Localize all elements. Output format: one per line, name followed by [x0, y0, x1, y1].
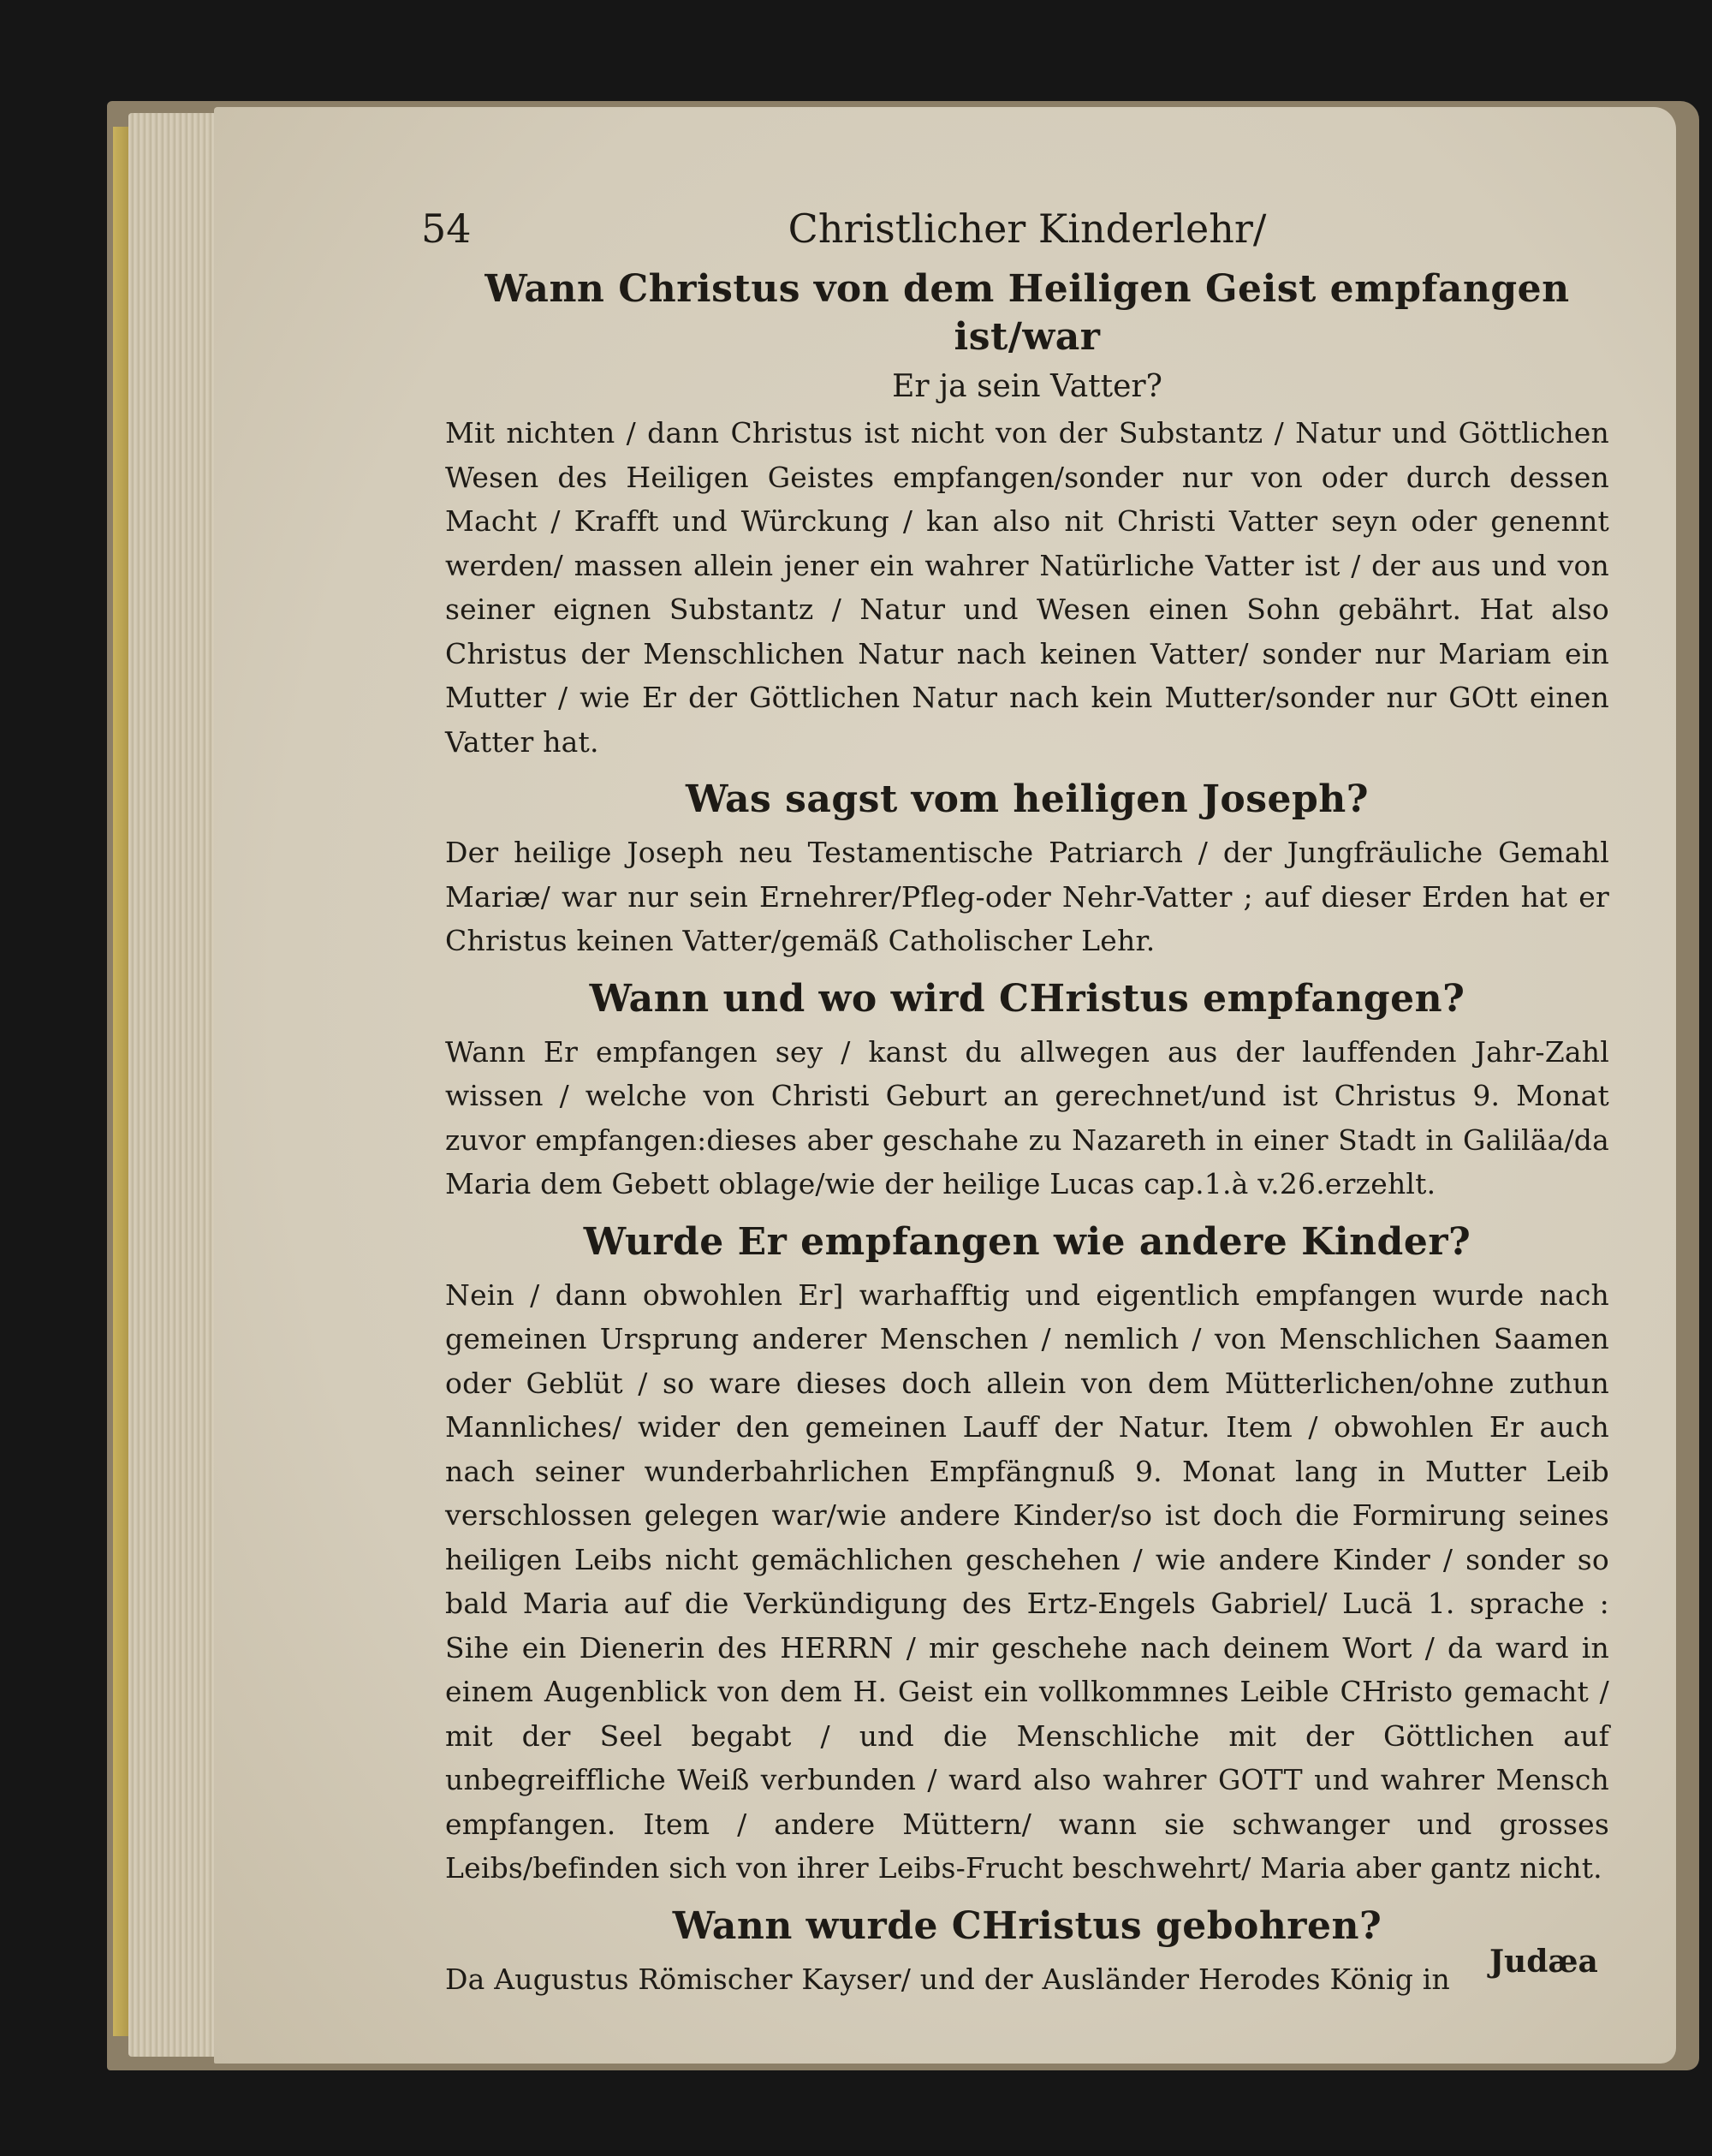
- page-stack-edges: [128, 113, 223, 2057]
- page-text: [421, 205, 1609, 2001]
- answer-paragraph: Der heilige Joseph neu Testamentische Patriarch / der Jungfräuliche Gemahl Mariæ/ war nur sein Ernehrer/Pfleg-oder Nehr-Vatter ; auf dieser Erden hat er Christus keinen Vatter/gemäß Catholischer Lehr.: [445, 836, 1609, 957]
- question-heading-continuation: Er ja sein Vatter?: [892, 369, 1162, 404]
- answer-paragraph: Da Augustus Römischer Kayser/ und der Ausländer Herodes König in: [445, 1962, 1450, 1996]
- running-head: [421, 205, 1609, 259]
- catchword: Judæa: [1489, 1944, 1598, 1980]
- question-heading: Wann wurde CHristus gebohren?: [672, 1903, 1382, 1948]
- question-heading: Wurde Er empfangen wie andere Kinder?: [583, 1219, 1471, 1264]
- question-heading: Was sagst vom heiligen Joseph?: [685, 777, 1370, 821]
- question-heading: Wann Christus von dem Heiligen Geist empfangen ist/war: [484, 267, 1570, 359]
- running-title: Christlicher Kinderlehr/: [788, 205, 1267, 252]
- answer-paragraph: Wann Er empfangen sey / kanst du allwegen aus der lauffenden Jahr-Zahl wissen / welche von Christi Geburt an gerechnet/und ist Christus 9. Monat zuvor empfangen:dieses aber geschahe zu Nazareth in einer Stadt in Galiläa/da Maria dem Gebett oblage/wie der heilige Lucas cap.1.à v.26.erzehlt.: [445, 1034, 1609, 1200]
- answer-paragraph: Mit nichten / dann Christus ist nicht von der Substantz / Natur und Göttlichen Wesen des Heiligen Geistes empfangen/sonder nur von oder durch dessen Macht / Krafft und Würckung / kan also nit Christi Vatter seyn oder genennt werden/ massen allein jener ein wahrer Natürliche Vatter ist / der aus und von seiner eignen Substantz / Natur und Wesen einen Sohn gebährt. Hat also Christus der Menschlichen Natur nach keinen Vatter/ sonder nur Mariam ein Mutter / wie Er der Göttlichen Natur nach kein Mutter/sonder nur GOtt einen Vatter hat.: [445, 416, 1609, 759]
- answer-paragraph: Nein / dann obwohlen Er] warhafftig und eigentlich empfangen wurde nach gemeinen Ursprung anderer Menschen / nemlich / von Menschlichen Saamen oder Geblüt / so ware dieses doch allein von dem Mütterlichen/ohne zuthun Mannliches/ wider den gemeinen Lauff der Natur. Item / obwohlen Er auch nach seiner wunderbahrlichen Empfängnuß 9. Monat lang in Mutter Leib verschlossen gelegen war/wie andere Kinder/so ist doch die Formirung seines heiligen Leibs nicht gemächlichen geschehen / wie andere Kinder / sonder so bald Maria auf die Verkündigung des Ertz-Engels Gabriel/ Lucä 1. sprache : Sihe ein Dienerin des HERRN / mir geschehe nach deinem Wort / da ward in einem Augenblick von dem H. Geist ein vollkommnes Leible CHristo gemacht / mit der Seel begabt / und die Menschliche mit der Göttlichen auf unbegreiffliche Weiß verbunden / ward also wahrer GOTT und wahrer Mensch empfangen. Item / andere Müttern/ wann sie schwanger und grosses Leibs/befinden sich von ihrer Leibs-Frucht beschwehrt/ Maria aber gantz nicht.: [445, 1278, 1609, 1885]
- page-number: 54: [421, 205, 472, 252]
- question-heading: Wann und wo wird CHristus empfangen?: [589, 976, 1465, 1021]
